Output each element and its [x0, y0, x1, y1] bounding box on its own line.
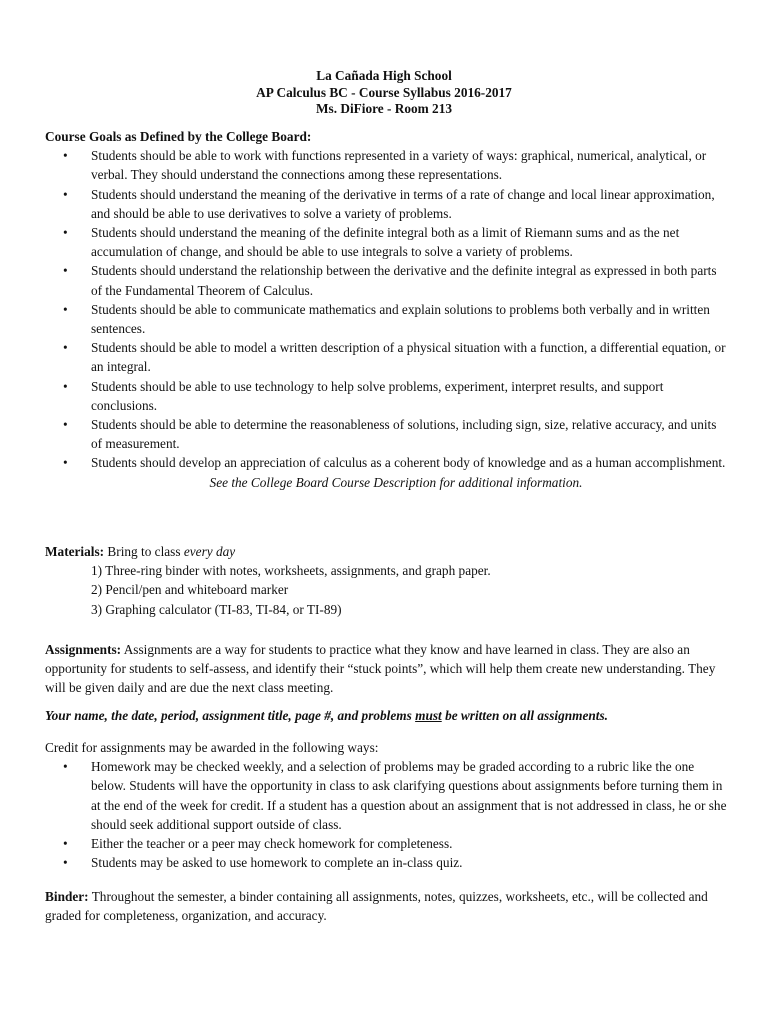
- document-header: [0, 68, 768, 118]
- course-goals-list: [45, 146, 727, 472]
- list-item: [45, 185, 727, 223]
- list-item: [45, 415, 727, 453]
- bullet-icon: •: [63, 378, 68, 394]
- materials-section: [45, 542, 727, 619]
- list-item: 1) Three-ring binder with notes, worksheets, assignments, and graph paper.: [91, 563, 491, 579]
- requirement-line: [45, 706, 727, 725]
- bullet-icon: •: [63, 759, 68, 775]
- requirement-pre: Your name, the date, period, assignment title, page #, and problems: [45, 708, 412, 723]
- bullet-icon: •: [63, 855, 68, 871]
- list-item: [45, 146, 727, 184]
- binder-section: [45, 887, 727, 925]
- list-item: [45, 300, 727, 338]
- materials-intro: [45, 542, 727, 561]
- assignments-paragraph: [45, 640, 727, 698]
- requirement-post: be written on all assignments.: [445, 708, 608, 723]
- bullet-icon: •: [63, 186, 68, 202]
- bullet-icon: •: [63, 455, 68, 471]
- materials-label: Materials:: [45, 544, 105, 559]
- credit-section: [45, 738, 727, 872]
- list-item: [45, 377, 727, 415]
- list-item: [45, 853, 727, 872]
- bullet-icon: •: [63, 836, 68, 852]
- credit-text: Homework may be checked weekly, and a selection of problems may be graded according to a rubric like the one below. Students will have the opportunity in class to ask clarifying questions about assignments before turning them in at the end of the week for credit. If a student has a question about an assignment that is not addressed in class, he or she should seek additional support outside of class.: [91, 759, 727, 832]
- materials-list: [45, 561, 727, 619]
- teacher-room: Ms. DiFiore - Room 213: [315, 101, 453, 116]
- bullet-icon: •: [63, 301, 68, 317]
- goal-text: Students should understand the meaning of the derivative in terms of a rate of change and local linear approximation, and should be able to use derivatives to solve a variety of problems.: [91, 186, 715, 221]
- credit-intro: Credit for assignments may be awarded in the following ways:: [45, 740, 379, 755]
- assignment-requirement: [45, 706, 727, 725]
- bullet-icon: •: [63, 417, 68, 433]
- binder-paragraph: [45, 887, 727, 925]
- college-board-note: See the College Board Course Description for additional information.: [209, 474, 583, 490]
- bullet-icon: •: [63, 263, 68, 279]
- goal-text: Students should be able to model a written description of a physical situation with a function, a differential equation, or an integral.: [91, 340, 726, 375]
- assignments-label: Assignments:: [45, 642, 122, 657]
- school-name: La Cañada High School: [316, 68, 452, 83]
- bullet-icon: •: [63, 340, 68, 356]
- list-item: [45, 757, 727, 834]
- credit-text: Students may be asked to use homework to complete an in-class quiz.: [91, 855, 463, 871]
- credit-list: [45, 757, 727, 872]
- binder-label: Binder:: [45, 889, 89, 904]
- goal-text: Students should be able to determine the reasonableness of solutions, including sign, size, relative accuracy, and units of measurement.: [91, 417, 717, 452]
- goal-text: Students should be able to use technology to help solve problems, experiment, interpret results, and support conclusions.: [91, 378, 664, 413]
- list-item: [45, 261, 727, 299]
- goal-text: Students should understand the meaning of the definite integral both as a limit of Riemann sums and as the net accumulation of change, and should be able to use integrals to solve a variety of problems.: [91, 225, 680, 260]
- course-title: AP Calculus BC - Course Syllabus 2016-2017: [256, 84, 512, 100]
- list-item: [45, 453, 727, 472]
- materials-intro-emphasis: every day: [183, 544, 236, 559]
- assignments-section: [45, 640, 727, 698]
- goal-text: Students should be able to communicate mathematics and explain solutions to problems both verbally and in written sentences.: [91, 301, 710, 337]
- course-goals-heading: Course Goals as Defined by the College Board:: [45, 129, 312, 144]
- goal-text: Students should be able to work with functions represented in a variety of ways: graphical, numerical, analytical, or verbal. They should understand the connections among these representations.: [91, 148, 707, 183]
- binder-text: Throughout the semester, a binder containing all assignments, notes, quizzes, worksheets, etc., will be collected and graded for completeness, organization, and accuracy.: [45, 889, 708, 924]
- assignments-text: Assignments are a way for students to practice what they know and have learned in class. They are also an opportunity for students to self-assess, and identify their “stuck points”, which will help them create new understanding. They will be given daily and are due the next class meeting.: [45, 642, 716, 696]
- list-item: [45, 834, 727, 853]
- credit-text: Either the teacher or a peer may check homework for completeness.: [91, 836, 453, 852]
- goal-text: Students should understand the relationship between the derivative and the definite integral as expressed in both parts of the Fundamental Theorem of Calculus.: [91, 263, 717, 298]
- bullet-icon: •: [63, 225, 68, 241]
- materials-intro-text: Bring to class: [107, 544, 181, 559]
- requirement-must: must: [415, 708, 442, 723]
- list-item: [45, 223, 727, 261]
- bullet-icon: •: [63, 148, 68, 164]
- list-item: 2) Pencil/pen and whiteboard marker: [91, 582, 289, 598]
- list-item: [45, 338, 727, 376]
- list-item: 3) Graphing calculator (TI-83, TI-84, or TI-89): [91, 601, 342, 617]
- course-goals-section: [45, 127, 727, 492]
- goal-text: Students should develop an appreciation of calculus as a coherent body of knowledge and as a human accomplishment.: [91, 455, 726, 471]
